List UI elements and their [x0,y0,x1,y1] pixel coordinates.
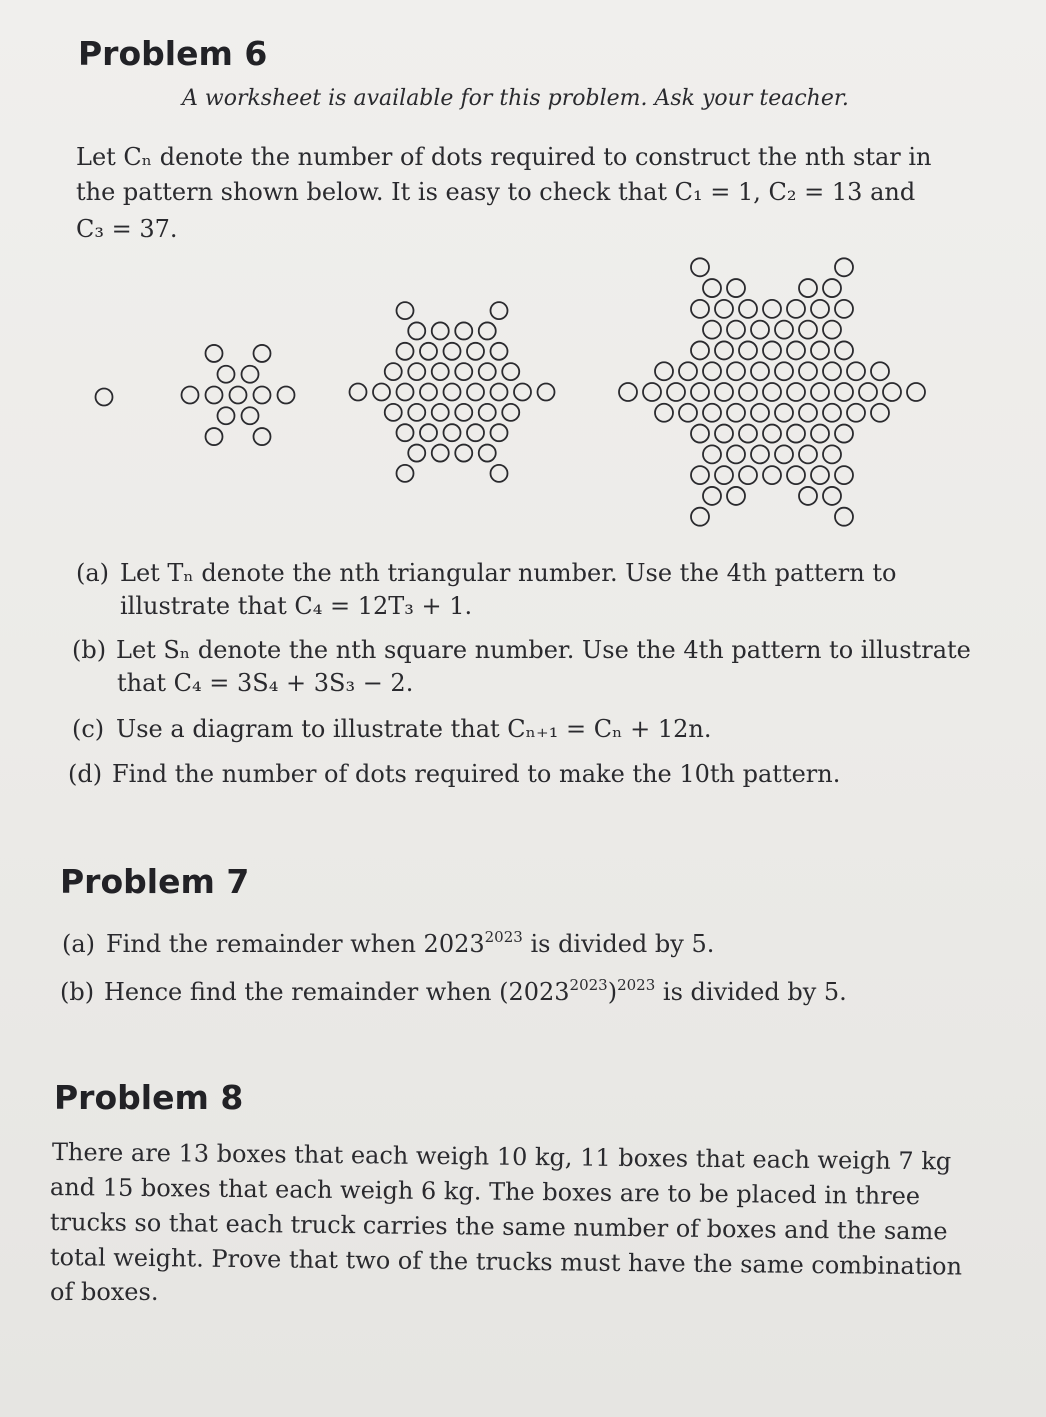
dot [242,366,259,383]
dot [703,362,721,380]
dot [242,407,259,424]
dot [467,424,484,441]
dot [787,466,805,484]
dot [727,362,745,380]
dot [799,404,817,422]
p8-line-1: There are 13 boxes that each weigh 10 kg, 11 boxes that each weigh 7 kg [51,1138,952,1176]
dot [350,384,367,401]
p7-part-a-before: Find the remainder when 2023 [106,930,485,958]
p7-part-a-after: is divided by 5. [522,930,715,958]
intro-line-2: the pattern shown below. It is easy to check that C₁ = 1, C₂ = 13 and [76,178,916,206]
dot [715,341,733,359]
dot [739,425,757,443]
dot [655,404,673,422]
star-pattern-1 [96,389,113,406]
p7-part-b-before: Hence find the remainder when (2023 [104,978,570,1006]
dot [206,345,223,362]
dot [397,424,414,441]
dot [751,445,769,463]
dot [455,322,472,339]
dot [799,321,817,339]
worksheet-note: A worksheet is available for this problem. Ask your teacher. [182,86,849,111]
dot [491,384,508,401]
dot [479,363,496,380]
dot [907,383,925,401]
dot [432,322,449,339]
dot [703,279,721,297]
dot [835,466,853,484]
star-pattern-4 [619,258,925,525]
p7-part-a-label: (a) [62,930,96,958]
dot [502,404,519,421]
dot [787,341,805,359]
dot [763,425,781,443]
dot [811,341,829,359]
dot [859,383,877,401]
dot [823,362,841,380]
dot [218,407,235,424]
dot [835,300,853,318]
dot [385,363,402,380]
dot [847,362,865,380]
star-pattern-2 [182,345,295,445]
dot [667,383,685,401]
dot [763,300,781,318]
dot [397,302,414,319]
dot [218,366,235,383]
dot [444,384,461,401]
dot [739,466,757,484]
part-b-label: (b) [72,636,107,664]
dot [96,389,113,406]
dot [811,300,829,318]
dot [823,321,841,339]
problem-6-heading: Problem 6 [78,34,268,73]
dot [182,387,199,404]
dot [739,383,757,401]
problem-8-heading: Problem 8 [54,1078,244,1117]
dot [373,384,390,401]
p8-line-2: and 15 boxes that each weigh 6 kg. The boxes are to be placed in three [49,1173,921,1211]
dot [799,487,817,505]
dot [751,362,769,380]
dot [763,383,781,401]
dot [691,300,709,318]
p7-part-b-after: is divided by 5. [655,978,847,1006]
dot [408,363,425,380]
dot [679,362,697,380]
dot [823,487,841,505]
dot [739,341,757,359]
part-c-text-1: Use a diagram to illustrate that Cₙ₊₁ = Cₙ + 12n. [116,715,712,743]
p8-line-4: total weight. Prove that two of the trucks must have the same combination [49,1243,963,1281]
part-a-label: (a) [76,559,110,587]
p8-line-3: trucks so that each truck carries the same number of boxes and the same [49,1208,948,1246]
dot [491,302,508,319]
dot [763,466,781,484]
dot [491,465,508,482]
dot [883,383,901,401]
dot [254,428,271,445]
dot [691,508,709,526]
dot [787,425,805,443]
dot [715,300,733,318]
dot [823,404,841,422]
dot [397,384,414,401]
dot [206,387,223,404]
dot [871,362,889,380]
dot [763,341,781,359]
dot [467,343,484,360]
dot [397,465,414,482]
dot [727,445,745,463]
dot [408,322,425,339]
dot [432,445,449,462]
p7-part-a-exp: 2023 [484,928,523,946]
dot [444,424,461,441]
dot [835,508,853,526]
dot [491,424,508,441]
dot [751,321,769,339]
dot [397,343,414,360]
dot [811,466,829,484]
dot [643,383,661,401]
dot [514,384,531,401]
p8-line-5: of boxes. [50,1278,159,1306]
dot [799,445,817,463]
dot [835,258,853,276]
dot [455,363,472,380]
dot [727,279,745,297]
dot [455,404,472,421]
star-pattern-3 [350,302,555,482]
dot [538,384,555,401]
dot [727,404,745,422]
dot [408,404,425,421]
p7-part-b-label: (b) [60,978,95,1006]
dot [835,341,853,359]
dot [823,279,841,297]
dot [619,383,637,401]
dot [479,404,496,421]
dot [775,321,793,339]
dot [655,362,673,380]
part-b-line-2: that C₄ = 3S₄ + 3S₃ − 2. [117,669,414,697]
dot [787,300,805,318]
dot [691,466,709,484]
dot [479,445,496,462]
dot [254,345,271,362]
dot [715,383,733,401]
dot [230,387,247,404]
dot [847,404,865,422]
dot [420,343,437,360]
p7-part-b-exp: 2023 [569,976,608,994]
part-a-text-1: Let Tₙ denote the nth triangular number. Use the 4th pattern to [120,559,897,587]
dot [432,404,449,421]
part-c-label: (c) [72,715,105,743]
dot [691,258,709,276]
dot [727,321,745,339]
intro-line-1: Let Cₙ denote the number of dots required to construct the nth star in [76,143,932,171]
dot [727,487,745,505]
dot [703,487,721,505]
p7-part-b-mid: ) [607,978,618,1006]
dot [420,384,437,401]
dot [432,363,449,380]
dot [254,387,271,404]
dot [691,383,709,401]
dot [751,404,769,422]
dot [502,363,519,380]
dot [206,428,223,445]
dot [691,341,709,359]
dot [835,383,853,401]
dot [835,425,853,443]
part-d-label: (d) [68,760,103,788]
dot [703,445,721,463]
part-a-line-2: illustrate that C₄ = 12T₃ + 1. [120,592,473,620]
dot [679,404,697,422]
dot [775,362,793,380]
intro-line-3: C₃ = 37. [76,215,178,243]
dot [787,383,805,401]
problem-7-heading: Problem 7 [60,862,250,901]
dot [278,387,295,404]
dot [811,425,829,443]
dot [799,279,817,297]
dot [871,404,889,422]
dot [420,424,437,441]
dot [408,445,425,462]
dot [479,322,496,339]
dot [455,445,472,462]
dot [799,362,817,380]
dot [823,445,841,463]
dot [811,383,829,401]
dot [703,404,721,422]
dot [775,445,793,463]
dot [775,404,793,422]
dot [491,343,508,360]
part-b-text-1: Let Sₙ denote the nth square number. Use the 4th pattern to illustrate [116,636,971,664]
dot [691,425,709,443]
dot [444,343,461,360]
dot [715,466,733,484]
p7-part-b-exp2: 2023 [617,976,656,994]
dot [715,425,733,443]
dot [467,384,484,401]
dot [703,321,721,339]
dot [739,300,757,318]
part-d-text-1: Find the number of dots required to make the 10th pattern. [112,760,841,788]
dot [385,404,402,421]
